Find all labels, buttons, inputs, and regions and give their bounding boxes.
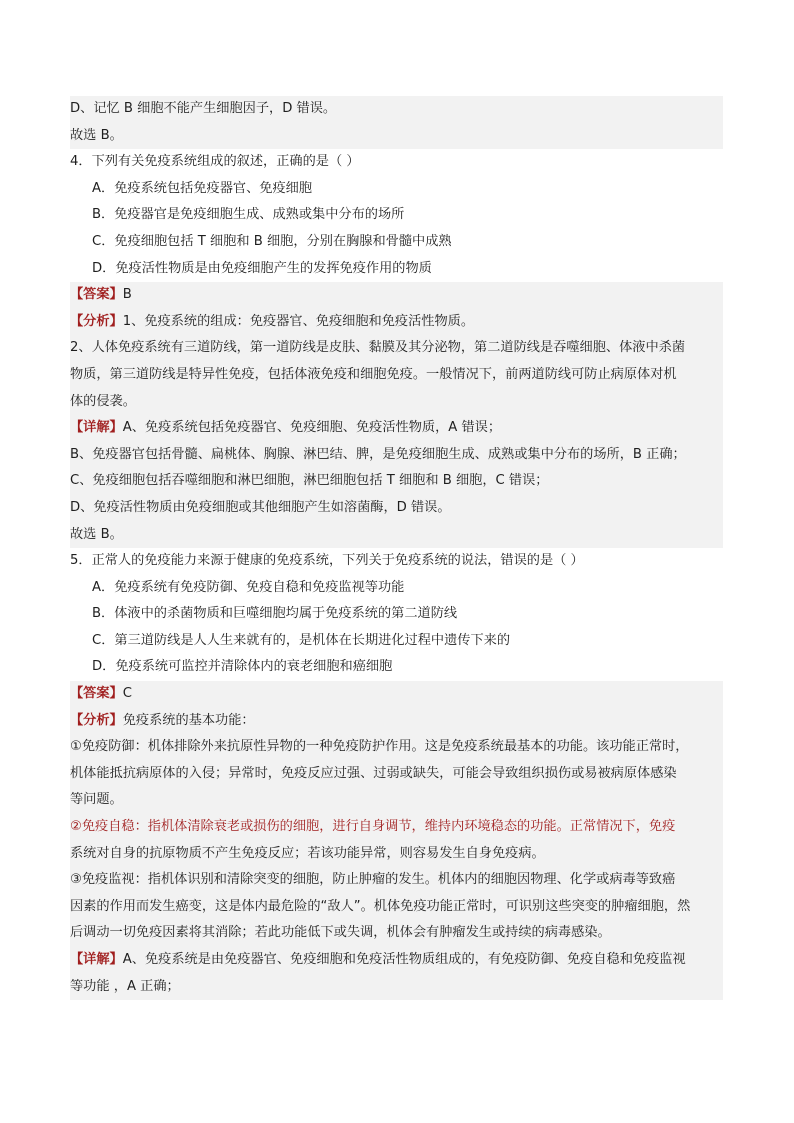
text-line: [70, 974, 723, 1001]
document-body: [70, 96, 723, 1000]
text-line: [70, 468, 723, 495]
section-tag: 【详解】: [70, 952, 123, 967]
line-text: ③免疫监视：指机体识别和清除突变的细胞，防止肿瘤的发生。机体内的细胞因物理、化学或病毒等致癌: [70, 872, 676, 888]
text-line: [70, 575, 723, 602]
line-text: C．免疫细胞包括 T 细胞和 B 细胞，分别在胸腺和骨髓中成熟: [92, 233, 452, 249]
line-text: 故选 B。: [70, 127, 123, 143]
line-text: A、免疫系统包括免疫器官、免疫细胞、免疫活性物质，A 错误；: [122, 420, 502, 436]
line-text: 等功能 ，A 正确；: [70, 978, 180, 994]
text-line: [70, 654, 723, 681]
line-text: B: [122, 287, 132, 303]
line-text: C: [122, 686, 132, 702]
line-text: 4．下列有关免疫系统组成的叙述，正确的是（ ）: [70, 154, 360, 170]
text-line: [70, 734, 723, 761]
text-line: [70, 282, 723, 309]
text-line: [70, 522, 723, 549]
line-text: 1、免疫系统的组成：免疫器官、免疫细胞和免疫活性物质。: [122, 313, 475, 329]
text-line: [70, 335, 723, 362]
line-text: B．免疫器官是免疫细胞生成、成熟或集中分布的场所: [92, 207, 405, 223]
text-line: [70, 920, 723, 947]
text-line: [70, 548, 723, 575]
line-text: 因素的作用而发生癌变，这是体内最危险的“敌人”。机体免疫功能正常时，可识别这些突变的肿瘤细胞，然: [70, 898, 691, 914]
line-text: 免疫系统的基本功能：: [122, 712, 255, 728]
line-text: B．体液中的杀菌物质和巨噬细胞均属于免疫系统的第二道防线: [92, 606, 458, 622]
line-text: B、免疫器官包括骨髓、扁桃体、胸腺、淋巴结、脾，是免疫细胞生成、成熟或集中分布的场所，B 正确；: [70, 446, 686, 462]
line-text: 故选 B。: [70, 526, 123, 542]
text-line: [70, 176, 723, 203]
line-text: ①免疫防御：机体排除外来抗原性异物的一种免疫防护作用。这是免疫系统最基本的功能。该功能正常时，: [70, 739, 689, 755]
text-line: [70, 761, 723, 788]
text-line: [70, 814, 723, 841]
line-text: 系统对自身的抗原物质不产生免疫反应；若该功能异常，则容易发生自身免疫病。: [70, 845, 545, 861]
line-text: A．免疫系统包括免疫器官、免疫细胞: [92, 180, 313, 196]
text-line: [70, 149, 723, 176]
line-text: D、免疫活性物质由免疫细胞或其他细胞产生如溶菌酶，D 错误。: [70, 499, 451, 515]
line-text: ②免疫自稳：指机体清除衰老或损伤的细胞，进行自身调节，维持内环境稳态的功能。正常情况下，免疫: [70, 819, 676, 835]
text-line: [70, 681, 723, 708]
text-line: [70, 442, 723, 469]
text-line: [70, 229, 723, 256]
line-text: 机体能抵抗病原体的入侵；异常时，免疫反应过强、过弱或缺失，可能会导致组织损伤或易被病原体感染: [70, 765, 677, 781]
line-text: D．免疫系统可监控并清除体内的衰老细胞和癌细胞: [92, 659, 393, 675]
line-text: 体的侵袭。: [70, 393, 136, 409]
text-line: [70, 362, 723, 389]
text-line: [70, 256, 723, 283]
text-line: [70, 894, 723, 921]
text-line: [70, 202, 723, 229]
section-tag: 【答案】: [70, 287, 123, 303]
text-line: [70, 495, 723, 522]
line-text: C．第三道防线是人人生来就有的，是机体在长期进化过程中遗传下来的: [92, 632, 511, 648]
text-line: [70, 123, 723, 150]
text-line: [70, 708, 723, 735]
line-text: C、免疫细胞包括吞噬细胞和淋巴细胞，淋巴细胞包括 T 细胞和 B 细胞，C 错误；: [70, 473, 549, 489]
section-tag: 【答案】: [70, 686, 123, 702]
text-line: [70, 601, 723, 628]
text-line: [70, 309, 723, 336]
line-text: D．免疫活性物质是由免疫细胞产生的发挥免疫作用的物质: [92, 260, 432, 276]
text-line: [70, 867, 723, 894]
section-tag: 【分析】: [70, 313, 123, 329]
text-line: [70, 947, 723, 974]
text-line: [70, 787, 723, 814]
text-line: [70, 841, 723, 868]
section-tag: 【详解】: [70, 420, 123, 436]
line-text: A、免疫系统是由免疫器官、免疫细胞和免疫活性物质组成的，有免疫防御、免疫自稳和免疫监视: [122, 952, 686, 967]
text-line: [70, 628, 723, 655]
line-text: D、记忆 B 细胞不能产生细胞因子，D 错误。: [70, 101, 337, 116]
text-line: [70, 415, 723, 442]
line-text: 2、人体免疫系统有三道防线，第一道防线是皮肤、黏膜及其分泌物，第二道防线是吞噬细胞、体液中杀菌: [70, 340, 686, 356]
section-tag: 【分析】: [70, 712, 123, 728]
line-text: 等问题。: [70, 792, 123, 808]
line-text: A．免疫系统有免疫防御、免疫自稳和免疫监视等功能: [92, 579, 405, 595]
text-line: [70, 96, 723, 123]
line-text: 物质，第三道防线是特异性免疫，包括体液免疫和细胞免疫。一般情况下，前两道防线可防止病原体对机: [70, 366, 677, 382]
text-line: [70, 389, 723, 416]
line-text: 后调动一切免疫因素将其消除；若此功能低下或失调，机体会有肿瘤发生或持续的病毒感染。: [70, 925, 611, 941]
line-text: 5．正常人的免疫能力来源于健康的免疫系统，下列关于免疫系统的说法，错误的是（ ）: [70, 553, 584, 569]
